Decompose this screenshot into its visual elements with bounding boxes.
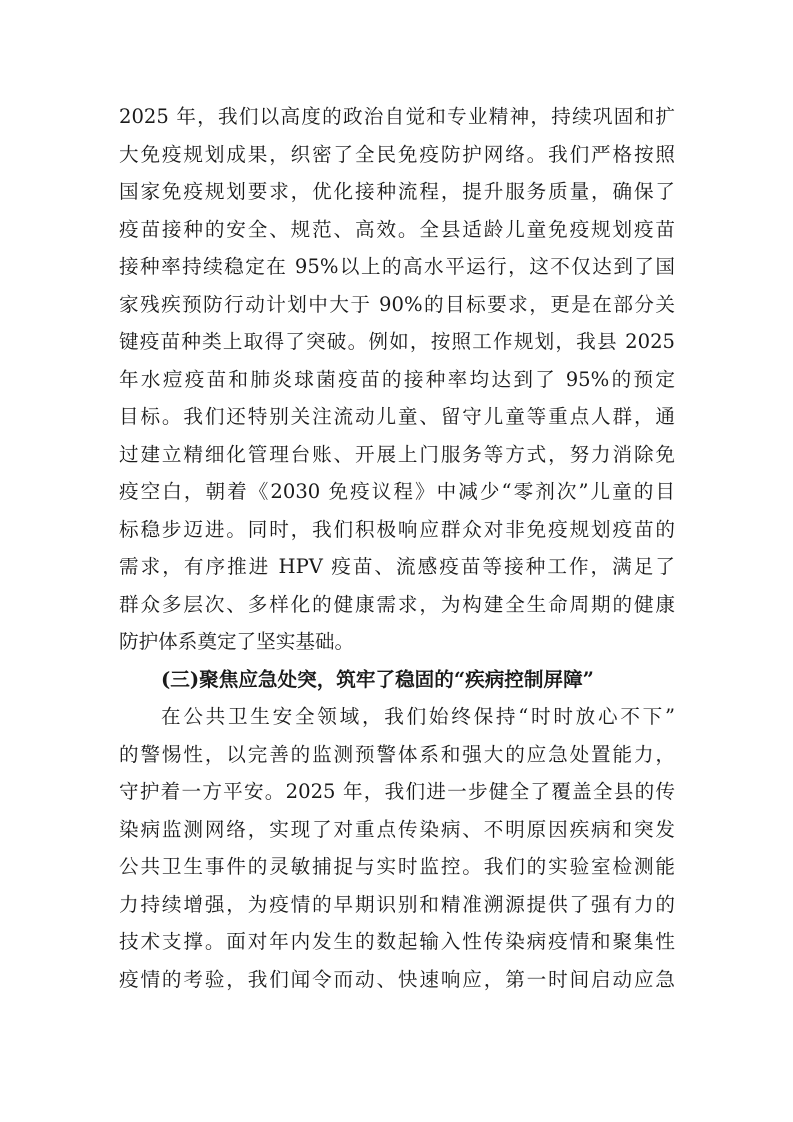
- paragraph-line: 防护体系奠定了坚实基础。: [119, 630, 355, 653]
- document-body: [119, 98, 675, 998]
- paragraph-line: 的警惕性，以完善的监测预警体系和强大的应急处置能力，: [119, 742, 675, 766]
- paragraph-line: 疫空白，朝着《2030 免疫议程》中减少“零剂次”儿童的目: [119, 480, 675, 503]
- paragraph-line: 2025 年，我们以高度的政治自觉和专业精神，持续巩固和扩: [119, 105, 675, 128]
- paragraph-line: 家残疾预防行动计划中大于 90%的目标要求，更是在部分关: [119, 292, 675, 316]
- paragraph-line: 技术支撑。面对年内发生的数起输入性传染病疫情和聚集性: [119, 930, 675, 953]
- paragraph-line: 键疫苗种类上取得了突破。例如，按照工作规划，我县 2025: [119, 330, 675, 353]
- paragraph-line: 年水痘疫苗和肺炎球菌疫苗的接种率均达到了 95%的预定: [119, 367, 675, 391]
- paragraph-line: 力持续增强，为疫情的早期识别和精准溯源提供了强有力的: [119, 892, 675, 916]
- paragraph-line: 公共卫生事件的灵敏捕捉与实时监控。我们的实验室检测能: [119, 855, 675, 878]
- paragraph-line: 国家免疫规划要求，优化接种流程，提升服务质量，确保了: [119, 180, 675, 203]
- paragraph-line: 疫情的考验，我们闻令而动、快速响应，第一时间启动应急: [119, 967, 675, 991]
- paragraph-line: 标稳步迈进。同时，我们积极响应群众对非免疫规划疫苗的: [119, 517, 675, 541]
- paragraph-line: 目标。我们还特别关注流动儿童、留守儿童等重点人群，通: [119, 405, 675, 428]
- paragraph-line: 疫苗接种的安全、规范、高效。全县适龄儿童免疫规划疫苗: [119, 217, 675, 241]
- paragraph-immunization: [119, 98, 675, 661]
- paragraph-emergency-response: [119, 698, 675, 998]
- paragraph-line: 大免疫规划成果，织密了全民免疫防护网络。我们严格按照: [119, 142, 675, 166]
- paragraph-line: 守护着一方平安。2025 年，我们进一步健全了覆盖全县的传: [119, 780, 675, 803]
- paragraph-line: 接种率持续稳定在 95%以上的高水平运行，这不仅达到了国: [119, 255, 675, 278]
- paragraph-line: 群众多层次、多样化的健康需求，为构建全生命周期的健康: [119, 592, 675, 616]
- paragraph-line: 染病监测网络，实现了对重点传染病、不明原因疾病和突发: [119, 817, 675, 841]
- paragraph-line: 需求，有序推进 HPV 疫苗、流感疫苗等接种工作，满足了: [119, 555, 675, 578]
- section-heading: (三)聚焦应急处突，筑牢了稳固的“疾病控制屏障”: [161, 667, 594, 691]
- paragraph-line: 过建立精细化管理台账、开展上门服务等方式，努力消除免: [119, 442, 675, 466]
- paragraph-line: 在公共卫生安全领域，我们始终保持“时时放心不下”: [161, 705, 675, 728]
